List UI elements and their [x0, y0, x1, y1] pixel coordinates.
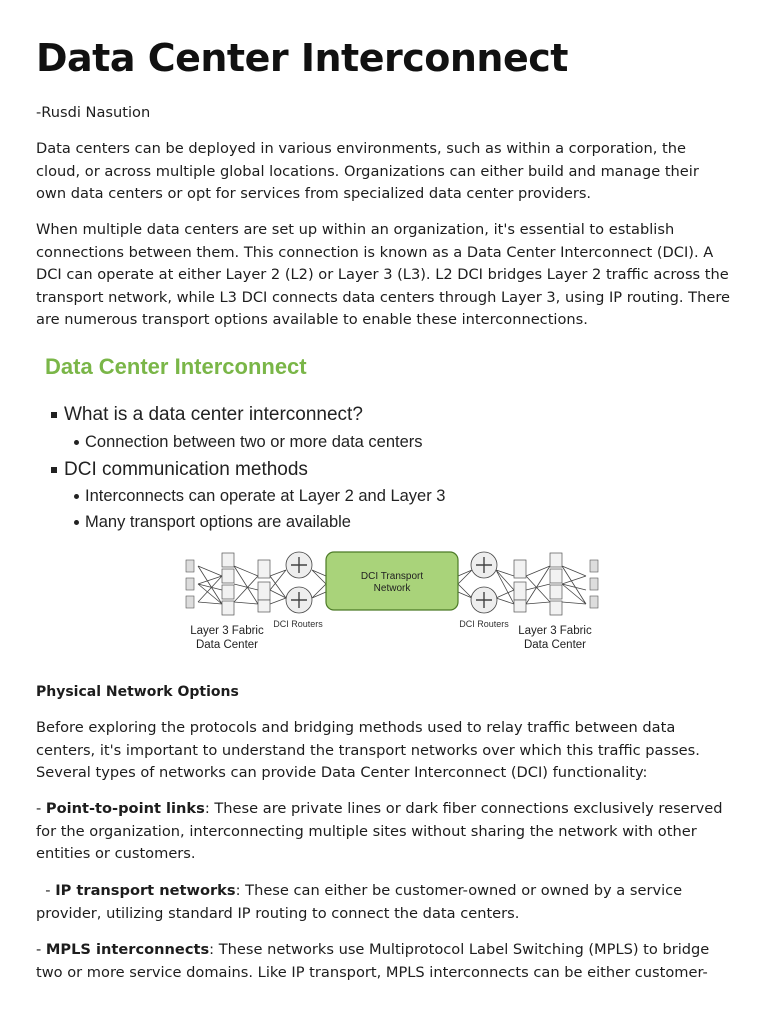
figure-item: Many transport options are available: [85, 513, 351, 531]
page-title: Data Center Interconnect: [36, 36, 568, 80]
right-routers-label: DCI Routers: [459, 619, 509, 629]
left-leaf-switches: [222, 553, 234, 615]
figure-item: Interconnects can operate at Layer 2 and Layer 3: [85, 487, 446, 505]
paragraph-networks: Before exploring the protocols and bridging methods used to relay traffic between data centers, it's important to understand the transport networks over which this traffic passes. Several types of networks can provide Data Center Interconnect (DCI) functionality:: [36, 719, 700, 781]
left-dc-label-line1: Layer 3 Fabric: [190, 625, 264, 637]
paragraph-intro: Data centers can be deployed in various environments, such as within a corporation, the cloud, or across multiple global locations. Organizations can either build and manage their own data centers or opt for services from specialized data center providers.: [36, 140, 699, 202]
figure-item: Connection between two or more data centers: [85, 433, 423, 451]
bullet-mpls: [36, 939, 731, 984]
section-heading: Physical Network Options: [36, 684, 239, 700]
right-spine-switches: [514, 560, 526, 612]
left-switch-stack: [186, 560, 194, 608]
bullet-term: MPLS interconnects: [45, 941, 210, 958]
figure-item: What is a data center interconnect?: [64, 404, 363, 425]
bullet-term: Point-to-point links: [45, 800, 205, 817]
left-routers-label: DCI Routers: [273, 619, 323, 629]
right-dc-label-line2: Data Center: [523, 639, 587, 651]
paragraph-dci: When multiple data centers are set up within an organization, it's essential to establish connections between them. This connection is known as a Data Center Interconnect (DCI). A DCI can operate at either Layer 2 (L2) or Layer 3 (L3). L2 DCI bridges Layer 2 traffic across the transport network, while L3 DCI connects data centers through Layer 3, using IP routing. There are numerous transport options available to enable these interconnections.: [36, 221, 730, 328]
right-dci-router-icons: [471, 552, 497, 613]
bullet-prefix: -: [36, 941, 46, 958]
bullet-prefix: -: [36, 882, 56, 899]
bullet-point-to-point: [36, 798, 731, 866]
bullet-ip-transport: [36, 880, 731, 925]
figure-item: DCI communication methods: [64, 459, 308, 480]
dci-figure: [36, 344, 636, 664]
transport-label-line1: DCI Transport: [360, 571, 424, 582]
figure-title: Data Center Interconnect: [45, 354, 307, 379]
right-switch-stack: [590, 560, 598, 608]
bullet-text: : These can either be customer-owned or owned by a service provider, utilizing standard IP routing to connect the data centers.: [36, 882, 683, 922]
bullet-text: : These are private lines or dark fiber connections exclusively reserved for the organization, interconnecting multiple sites without sharing the network with other entities or customers.: [36, 800, 723, 862]
right-leaf-switches: [550, 553, 562, 615]
author-line: -Rusdi Nasution: [36, 104, 151, 121]
left-spine-switches: [258, 560, 270, 612]
dci-network-diagram: [36, 344, 636, 664]
bullet-term: IP transport networks: [55, 882, 236, 899]
bullet-text: : These networks use Multiprotocol Label Switching (MPLS) to bridge two or more service domains. Like IP transport, MPLS interconnects can be either customer-: [36, 941, 710, 981]
left-dc-label-line2: Data Center: [195, 639, 259, 651]
transport-label-line2: Network: [373, 583, 411, 594]
right-dc-label-line1: Layer 3 Fabric: [518, 625, 592, 637]
bullet-prefix: -: [36, 800, 46, 817]
left-dci-router-icons: [286, 552, 312, 613]
